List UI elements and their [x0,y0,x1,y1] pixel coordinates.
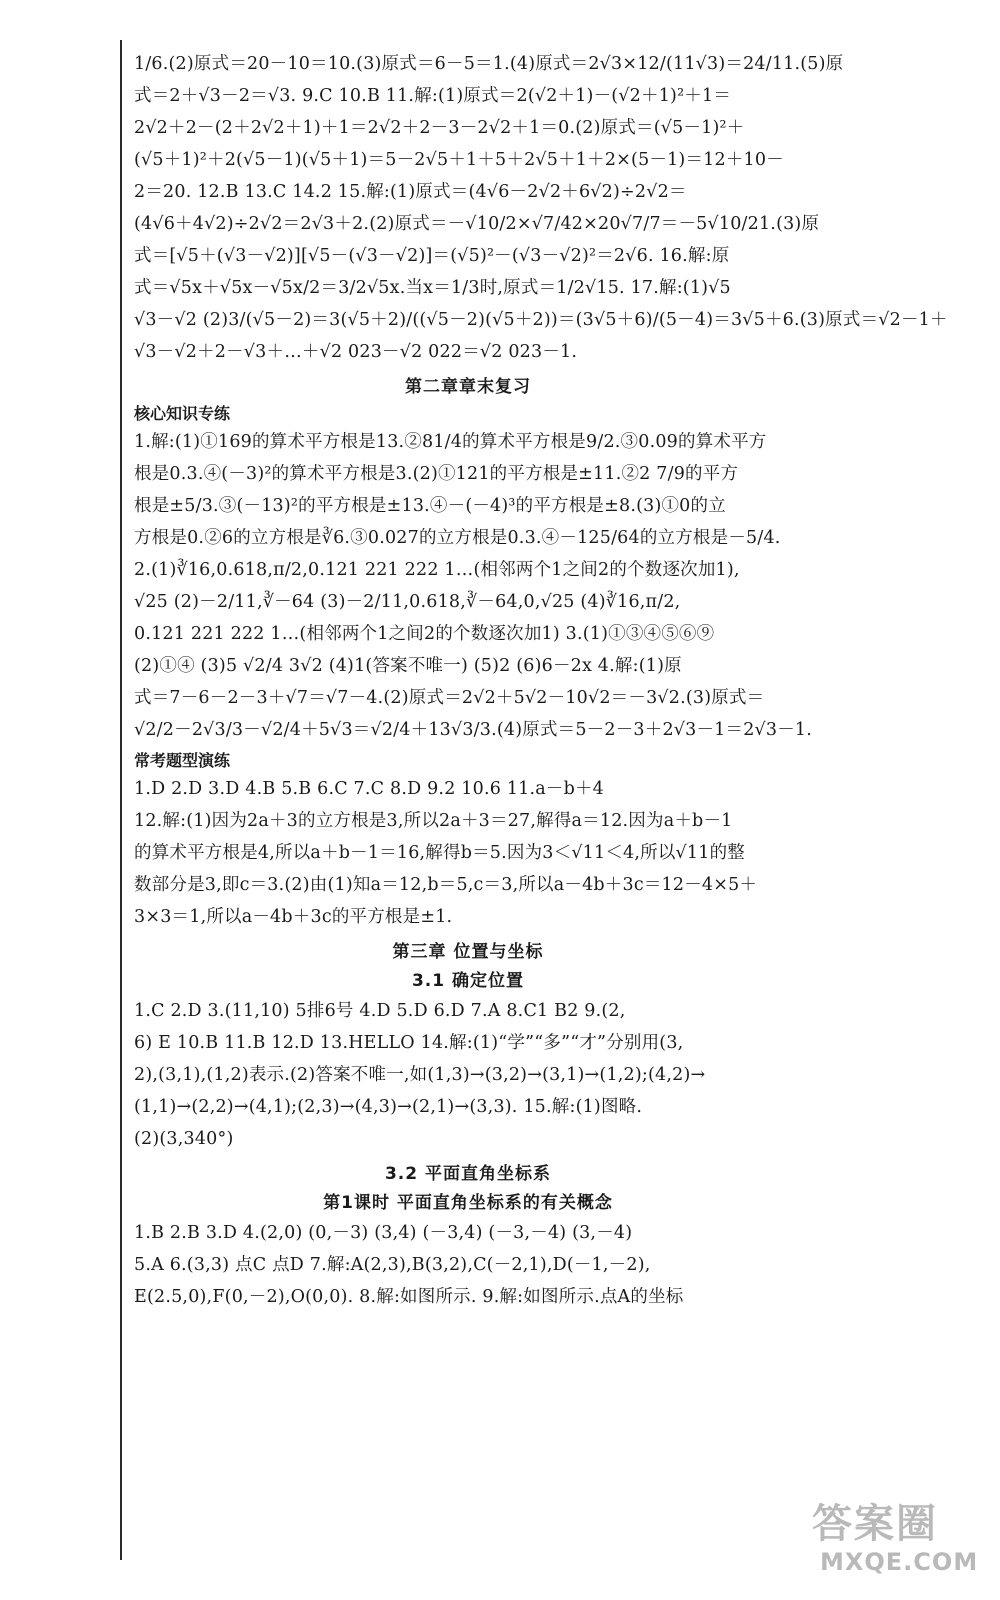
answer-content [134,48,948,1313]
text-line: 的算术平方根是4,所以a＋b－1＝16,解得b＝5.因为3＜√11＜4,所以√11的整 [134,843,745,863]
text-line: 2.(1)∛16,0.618,π/2,0.121 221 222 1…(相邻两个1之间2的个数逐次加1), [134,560,740,580]
lesson-1-title: 第1课时 平面直角坐标系的有关概念 [323,1193,613,1213]
watermark-logo [812,1492,982,1588]
common-exercises-heading: 常考题型演练 [134,751,231,770]
text-line: (2)①④ (3)5 √2/4 3√2 (4)1(答案不唯一) (5)2 (6)6－2x 4.解:(1)原 [134,656,682,676]
text-line: (1,1)→(2,2)→(4,1);(2,3)→(4,3)→(2,1)→(3,3). 15.解:(1)图略. [134,1097,643,1117]
chapter-3-title: 第三章 位置与坐标 [392,942,544,962]
text-line: 6) E 10.B 11.B 12.D 13.HELLO 14.解:(1)“学”“多”“才”分别用(3, [134,1033,684,1053]
core-knowledge-heading: 核心知识专练 [134,404,231,423]
watermark-text: 答案圈 [812,1501,938,1547]
text-line: √25 (2)－2/11,∛－64 (3)－2/11,0.618,∛－64,0,√25 (4)∛16,π/2, [134,592,681,612]
text-line: 数部分是3,即c＝3.(2)由(1)知a＝12,b＝5,c＝3,所以a－4b＋3c＝12－4×5＋ [134,875,758,895]
text-line: √3－√2＋2－√3＋…＋√2 023－√2 022＝√2 023－1. [134,342,578,362]
text-line: 式＝7－6－2－3＋√7＝√7－4.(2)原式＝2√2＋5√2－10√2＝－3√2.(3)原式＝ [134,688,765,708]
text-line: 1.解:(1)①169的算术平方根是13.②81/4的算术平方根是9/2.③0.09的算术平方 [134,432,767,452]
text-line: 1.C 2.D 3.(11,10) 5排6号 4.D 5.D 6.D 7.A 8.C1 B2 9.(2, [134,1001,626,1021]
text-line: 1.B 2.B 3.D 4.(2,0) (0,－3) (3,4) (－3,4) (－3,－4) (3,－4) [134,1223,633,1243]
text-line: √3－√2 (2)3/(√5－2)＝3(√5＋2)/((√5－2)(√5＋2))＝(3√5＋6)/(5－4)＝3√5＋6.(3)原式＝√2－1＋ [134,310,948,330]
text-line: 12.解:(1)因为2a＋3的立方根是3,所以2a＋3＝27,解得a＝12.因为a＋b－1 [134,811,733,831]
text-line: (4√6＋4√2)÷2√2＝2√3＋2.(2)原式＝－√10/2×√7/42×20√7/7＝－5√10/21.(3)原 [134,214,820,234]
watermark-url: MXQE.COM [820,1548,979,1576]
text-line: 根是±5/3.③(－13)²的平方根是±13.④－(－4)³的平方根是±8.(3)①0的立 [134,496,726,516]
text-line: 0.121 221 222 1…(相邻两个1之间2的个数逐次加1) 3.(1)①③④⑤⑥⑨ [134,624,715,644]
text-line: 式＝√5x＋√5x－√5x/2＝3/2√5x.当x＝1/3时,原式＝1/2√15. 17.解:(1)√5 [134,278,731,298]
text-line: 1/6.(2)原式＝20－10＝10.(3)原式＝6－5＝1.(4)原式＝2√3×12/(11√3)＝24/11.(5)原 [134,54,844,74]
text-line: (√5＋1)²＋2(√5－1)(√5＋1)＝5－2√5＋1＋5＋2√5＋1＋2×(5－1)＝12＋10－ [134,150,784,170]
section-3-2-title: 3.2 平面直角坐标系 [384,1164,552,1184]
text-line: 2√2＋2－(2＋2√2＋1)＋1＝2√2＋2－3－2√2＋1＝0.(2)原式＝(√5－1)²＋ [134,118,745,138]
section-3-1-title: 3.1 确定位置 [411,971,525,991]
text-line: 3×3＝1,所以a－4b＋3c的平方根是±1. [134,907,453,927]
text-line: √2/2－2√3/3－√2/4＋5√3＝√2/4＋13√3/3.(4)原式＝5－2－3＋2√3－1＝2√3－1. [134,720,813,740]
margin-rule [120,40,122,1560]
text-line: 方根是0.②6的立方根是∛6.③0.027的立方根是0.3.④－125/64的立方根是－5/4. [134,528,781,548]
text-line: E(2.5,0),F(0,－2),O(0,0). 8.解:如图所示. 9.解:如图所示.点A的坐标 [134,1287,684,1307]
text-line: (2)(3,340°) [134,1129,234,1149]
text-line: 式＝[√5＋(√3－√2)][√5－(√3－√2)]＝(√5)²－(√3－√2)²＝2√6. 16.解:原 [134,246,730,266]
text-line: 5.A 6.(3,3) 点C 点D 7.解:A(2,3),B(3,2),C(－2,1),D(－1,－2), [134,1255,651,1275]
text-line: 2),(3,1),(1,2)表示.(2)答案不唯一,如(1,3)→(3,2)→(3,1)→(1,2);(4,2)→ [134,1065,706,1085]
text-line: 式＝2＋√3－2＝√3. 9.C 10.B 11.解:(1)原式＝2(√2＋1)－(√2＋1)²＋1＝ [134,86,732,106]
text-line: 根是0.3.④(－3)²的算术平方根是3.(2)①121的平方根是±11.②2 7/9的平方 [134,464,739,484]
text-line: 1.D 2.D 3.D 4.B 5.B 6.C 7.C 8.D 9.2 10.6 11.a－b＋4 [134,779,605,799]
chapter-2-review-title: 第二章章末复习 [405,377,531,397]
text-line: 2＝20. 12.B 13.C 14.2 15.解:(1)原式＝(4√6－2√2＋6√2)÷2√2＝ [134,182,687,202]
